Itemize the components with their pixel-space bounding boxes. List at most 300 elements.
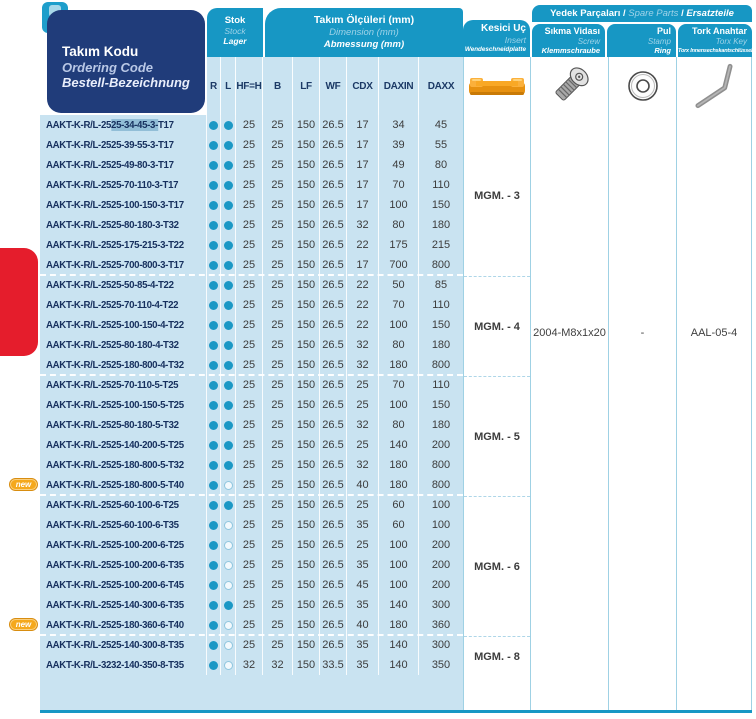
spare-parts-en: Spare Parts bbox=[628, 8, 679, 19]
stock-l-dot-empty bbox=[224, 521, 233, 530]
dimension-cell: 26.5 bbox=[320, 115, 347, 135]
dimension-cell: 180 bbox=[431, 219, 451, 231]
dimension-cell: 25 bbox=[236, 375, 263, 395]
dimension-cell: 25 bbox=[263, 355, 293, 375]
stock-l-dot-filled bbox=[224, 401, 233, 410]
product-code-cell bbox=[40, 415, 207, 435]
stock-r-cell bbox=[207, 395, 221, 415]
insert-code-section bbox=[464, 377, 530, 497]
stock-r-dot-filled bbox=[209, 421, 218, 430]
dimension-cell: 180 bbox=[379, 455, 419, 475]
dimension-cell: 25 bbox=[263, 635, 293, 655]
dimension-cell: 200 bbox=[431, 579, 451, 591]
dimension-cell: 40 bbox=[347, 475, 379, 495]
torx-column bbox=[676, 57, 752, 710]
dimension-cell: 26.5 bbox=[320, 475, 347, 495]
stock-r-dot-filled bbox=[209, 641, 218, 650]
screw-column bbox=[530, 57, 608, 710]
dimension-cell: 22 bbox=[347, 235, 379, 255]
stock-r-cell bbox=[207, 195, 221, 215]
dimension-cell: 150 bbox=[431, 399, 451, 411]
dimension-cell: 25 bbox=[236, 195, 263, 215]
stock-r-cell bbox=[207, 295, 221, 315]
dimension-cell: 25 bbox=[263, 315, 293, 335]
dimension-cell: 25 bbox=[347, 395, 379, 415]
dimension-cell: 180 bbox=[379, 615, 419, 635]
dimension-cell: 800 bbox=[431, 479, 451, 491]
dimension-cell: 150 bbox=[293, 195, 320, 215]
dimension-cell: 26.5 bbox=[320, 415, 347, 435]
dimension-cell: 25 bbox=[236, 115, 263, 135]
dimension-cell: 700 bbox=[379, 255, 419, 275]
product-code: AAKT-K-R/L-2525-60-100-6-T35 bbox=[46, 519, 179, 531]
stock-r-dot-filled bbox=[209, 441, 218, 450]
column-label-daxx: DAXX bbox=[427, 80, 455, 92]
dimension-cell: 150 bbox=[293, 555, 320, 575]
stock-l-cell bbox=[221, 195, 236, 215]
dimension-cell: 26.5 bbox=[320, 435, 347, 455]
stock-l-cell bbox=[221, 135, 236, 155]
stock-r-dot-filled bbox=[209, 661, 218, 670]
stock-l-dot-filled bbox=[224, 301, 233, 310]
stock-r-dot-filled bbox=[209, 361, 218, 370]
product-code-cell bbox=[40, 195, 207, 215]
dimension-cell: 360 bbox=[431, 619, 451, 631]
dimension-cell: 150 bbox=[293, 175, 320, 195]
dimension-cell: 22 bbox=[347, 315, 379, 335]
product-code: AAKT-K-R/L-2525-100-150-3-T17 bbox=[46, 199, 184, 211]
dimension-cell: 25 bbox=[236, 295, 263, 315]
stock-l-dot-empty bbox=[224, 541, 233, 550]
dimension-cell: 150 bbox=[293, 355, 320, 375]
stock-l-cell bbox=[221, 235, 236, 255]
dimension-cell: 32 bbox=[347, 335, 379, 355]
stock-r-cell bbox=[207, 315, 221, 335]
insert-header bbox=[463, 20, 530, 57]
dimension-cell: 150 bbox=[293, 155, 320, 175]
stock-r-cell bbox=[207, 535, 221, 555]
product-code: AAKT-K-R/L-2525-700-800-3-T17 bbox=[46, 259, 184, 271]
dimension-cell: 25 bbox=[236, 615, 263, 635]
table-row bbox=[40, 315, 463, 335]
dimension-cell: 140 bbox=[379, 595, 419, 615]
dimension-cell: 350 bbox=[431, 659, 451, 671]
dimension-cell: 32 bbox=[347, 355, 379, 375]
dimension-cell: 100 bbox=[379, 535, 419, 555]
stock-l-dot-filled bbox=[224, 381, 233, 390]
stock-l-dot-empty bbox=[224, 581, 233, 590]
screw-header bbox=[532, 24, 605, 57]
dimension-cell: 25 bbox=[236, 355, 263, 375]
stock-r-dot-filled bbox=[209, 561, 218, 570]
text-selection-highlight: 25-34-45-3- bbox=[111, 119, 158, 131]
dimension-cell: 200 bbox=[431, 439, 451, 451]
insert-code-section bbox=[464, 637, 530, 677]
stock-l-dot-filled bbox=[224, 601, 233, 610]
dimension-cell: 25 bbox=[236, 455, 263, 475]
dimension-cell: 80 bbox=[379, 335, 419, 355]
spare-parts-band bbox=[532, 5, 752, 22]
stock-l-dot-empty bbox=[224, 481, 233, 490]
dimension-cell: 25 bbox=[236, 415, 263, 435]
stock-l-cell bbox=[221, 615, 236, 635]
dimension-cell: 25 bbox=[347, 435, 379, 455]
dimension-cell: 100 bbox=[379, 395, 419, 415]
product-code: AAKT-K-R/L-2525-70-110-3-T17 bbox=[46, 179, 179, 191]
dimension-cell: 25 bbox=[263, 575, 293, 595]
product-code-cell bbox=[40, 275, 207, 295]
dimension-cell: 25 bbox=[347, 375, 379, 395]
dimension-cell: 200 bbox=[431, 539, 451, 551]
dimension-cell: 45 bbox=[347, 575, 379, 595]
dimension-cell: 150 bbox=[293, 375, 320, 395]
screw-header-tr: Sıkma Vidası bbox=[544, 26, 600, 36]
product-code: AAKT-K-R/L-3232-140-350-8-T35 bbox=[46, 659, 184, 671]
stock-r-dot-filled bbox=[209, 141, 218, 150]
separator: / bbox=[681, 8, 684, 19]
dimension-cell: 25 bbox=[263, 155, 293, 175]
dimension-cell: 180 bbox=[431, 419, 451, 431]
stock-r-cell bbox=[207, 555, 221, 575]
stock-l-cell bbox=[221, 275, 236, 295]
spare-parts-de: Ersatzteile bbox=[686, 8, 734, 19]
dimension-cell: 22 bbox=[347, 275, 379, 295]
table-row bbox=[40, 635, 463, 655]
dimension-cell: 25 bbox=[236, 475, 263, 495]
stock-r-dot-filled bbox=[209, 541, 218, 550]
stock-r-cell bbox=[207, 455, 221, 475]
stock-r-dot-filled bbox=[209, 241, 218, 250]
stock-r-cell bbox=[207, 275, 221, 295]
dimension-cell: 150 bbox=[293, 615, 320, 635]
stock-l-cell bbox=[221, 395, 236, 415]
dimension-cell: 180 bbox=[379, 475, 419, 495]
stock-l-dot-filled bbox=[224, 341, 233, 350]
table-row bbox=[40, 255, 463, 275]
screw-part-number: 2004-M8x1x20 bbox=[533, 327, 606, 339]
stock-r-dot-filled bbox=[209, 261, 218, 270]
dimension-cell: 45 bbox=[434, 119, 448, 131]
grooving-insert-icon bbox=[464, 57, 530, 115]
dimension-cell: 25 bbox=[347, 495, 379, 515]
clamping-screw-icon bbox=[531, 57, 608, 115]
dimension-cell: 25 bbox=[236, 535, 263, 555]
product-code: AAKT-K-R/L-2525-100-200-6-T45 bbox=[46, 579, 184, 591]
stock-l-dot-filled bbox=[224, 201, 233, 210]
dimension-cell: 26.5 bbox=[320, 495, 347, 515]
torx-part-number: AAL-05-4 bbox=[690, 327, 738, 339]
dimension-cell: 300 bbox=[431, 599, 451, 611]
stock-r-cell bbox=[207, 655, 221, 675]
dimension-cell: 25 bbox=[263, 215, 293, 235]
dimension-cell: 80 bbox=[379, 415, 419, 435]
dimension-cell: 17 bbox=[347, 175, 379, 195]
dimension-cell: 26.5 bbox=[320, 395, 347, 415]
dimension-cell: 150 bbox=[293, 655, 320, 675]
dimension-cell: 25 bbox=[236, 335, 263, 355]
dimension-cell: 50 bbox=[379, 275, 419, 295]
insert-code-section bbox=[464, 277, 530, 377]
stock-l-cell bbox=[221, 115, 236, 135]
insert-code-label: MGM. - 8 bbox=[474, 651, 520, 663]
dimension-cell: 25 bbox=[263, 515, 293, 535]
screw-header-en: Screw bbox=[577, 37, 600, 46]
dimension-cell: 26.5 bbox=[320, 235, 347, 255]
dimension-cell: 32 bbox=[236, 655, 263, 675]
table-row bbox=[40, 415, 463, 435]
torx-header-de: Torx Innensechskantschlüssel bbox=[678, 48, 753, 54]
dimension-cell: 150 bbox=[293, 495, 320, 515]
product-table bbox=[15, 115, 463, 710]
stock-r-dot-filled bbox=[209, 481, 218, 490]
dimension-cell: 150 bbox=[293, 455, 320, 475]
product-code: AAKT-K-R/L-2525-34-45-3-T17 bbox=[46, 119, 174, 131]
table-row bbox=[40, 175, 463, 195]
product-code: AAKT-K-R/L-2525-70-110-5-T25 bbox=[46, 379, 179, 391]
dimension-cell: 60 bbox=[379, 495, 419, 515]
table-row bbox=[40, 135, 463, 155]
stock-l-cell bbox=[221, 155, 236, 175]
ring-header-tr: Pul bbox=[656, 26, 671, 36]
dimension-cell: 26.5 bbox=[320, 195, 347, 215]
dimension-cell: 25 bbox=[263, 375, 293, 395]
stock-l-cell bbox=[221, 215, 236, 235]
dimension-cell: 25 bbox=[236, 255, 263, 275]
dimension-cell: 70 bbox=[379, 175, 419, 195]
table-row bbox=[40, 395, 463, 415]
stock-l-dot-filled bbox=[224, 261, 233, 270]
stock-header bbox=[207, 8, 263, 57]
dimension-cell: 140 bbox=[379, 655, 419, 675]
ring-header bbox=[607, 24, 676, 57]
dimension-cell: 150 bbox=[431, 319, 451, 331]
column-label-r: R bbox=[207, 57, 221, 115]
column-label-lf: LF bbox=[293, 57, 320, 115]
stock-l-cell bbox=[221, 375, 236, 395]
dimension-cell: 25 bbox=[263, 235, 293, 255]
dimension-cell: 100 bbox=[379, 575, 419, 595]
product-code-cell bbox=[40, 235, 207, 255]
stock-r-cell bbox=[207, 475, 221, 495]
dimension-cell: 175 bbox=[379, 235, 419, 255]
stock-l-dot-empty bbox=[224, 661, 233, 670]
stock-l-dot-filled bbox=[224, 281, 233, 290]
dimension-cell: 26.5 bbox=[320, 375, 347, 395]
dimension-cell: 35 bbox=[347, 655, 379, 675]
table-row bbox=[40, 535, 463, 555]
table-row bbox=[40, 435, 463, 455]
washer-icon bbox=[609, 57, 676, 115]
dimension-cell: 150 bbox=[293, 275, 320, 295]
stock-l-cell bbox=[221, 555, 236, 575]
dimension-cell: 34 bbox=[379, 115, 419, 135]
product-code-cell bbox=[40, 515, 207, 535]
stock-l-dot-filled bbox=[224, 461, 233, 470]
insert-code-section bbox=[464, 115, 530, 277]
table-bottom-border bbox=[40, 710, 752, 713]
dimension-cell: 26.5 bbox=[320, 335, 347, 355]
stock-r-dot-filled bbox=[209, 581, 218, 590]
stock-l-cell bbox=[221, 515, 236, 535]
dimension-cell: 32 bbox=[347, 215, 379, 235]
stock-r-dot-filled bbox=[209, 221, 218, 230]
column-label-hfh: HF=H bbox=[236, 57, 263, 115]
insert-code-label: MGM. - 6 bbox=[474, 560, 520, 573]
product-code-cell bbox=[40, 555, 207, 575]
dimension-cell: 140 bbox=[379, 435, 419, 455]
ring-part-number: - bbox=[640, 327, 645, 339]
product-code: AAKT-K-R/L-2525-180-360-6-T40 bbox=[46, 619, 184, 631]
stock-l-cell bbox=[221, 475, 236, 495]
stock-l-dot-filled bbox=[224, 501, 233, 510]
dimension-cell: 25 bbox=[236, 435, 263, 455]
stock-header-tr: Stok bbox=[224, 15, 246, 26]
dimension-cell: 26.5 bbox=[320, 575, 347, 595]
product-code-cell bbox=[40, 635, 207, 655]
product-code-cell bbox=[40, 395, 207, 415]
dimension-cell: 150 bbox=[293, 335, 320, 355]
product-code-cell bbox=[40, 295, 207, 315]
dimensions-header bbox=[265, 8, 463, 57]
stock-r-dot-filled bbox=[209, 521, 218, 530]
dimension-cell: 17 bbox=[347, 195, 379, 215]
dimension-cell: 25 bbox=[263, 135, 293, 155]
dimension-cell: 100 bbox=[379, 195, 419, 215]
dimension-cell: 300 bbox=[431, 639, 451, 651]
ordering-code-title-box bbox=[47, 10, 205, 113]
dimension-cell: 150 bbox=[293, 635, 320, 655]
stock-l-cell bbox=[221, 415, 236, 435]
product-code: AAKT-K-R/L-2525-100-200-6-T25 bbox=[46, 539, 184, 551]
ring-header-de: Ring bbox=[654, 46, 671, 55]
dimension-cell: 25 bbox=[236, 275, 263, 295]
stock-r-dot-filled bbox=[209, 501, 218, 510]
column-label-l: L bbox=[221, 57, 236, 115]
dimension-cell: 100 bbox=[379, 315, 419, 335]
product-code-cell bbox=[40, 655, 207, 675]
dimension-cell: 26.5 bbox=[320, 155, 347, 175]
dimension-cell: 60 bbox=[379, 515, 419, 535]
product-code: AAKT-K-R/L-2525-80-180-3-T32 bbox=[46, 219, 179, 231]
product-code: AAKT-K-R/L-2525-140-300-8-T35 bbox=[46, 639, 184, 651]
stock-l-cell bbox=[221, 295, 236, 315]
dimension-cell: 25 bbox=[263, 415, 293, 435]
stock-l-cell bbox=[221, 175, 236, 195]
dimension-cell: 25 bbox=[236, 155, 263, 175]
stock-r-cell bbox=[207, 635, 221, 655]
stock-r-cell bbox=[207, 515, 221, 535]
table-row bbox=[40, 235, 463, 255]
stock-r-cell bbox=[207, 415, 221, 435]
dimension-cell: 140 bbox=[379, 635, 419, 655]
dimension-cell: 25 bbox=[263, 335, 293, 355]
dimension-cell: 70 bbox=[379, 295, 419, 315]
dimension-cell: 80 bbox=[434, 159, 448, 171]
insert-header-tr: Kesici Uç bbox=[480, 23, 526, 34]
dimension-cell: 25 bbox=[236, 215, 263, 235]
stock-r-dot-filled bbox=[209, 401, 218, 410]
stock-l-dot-filled bbox=[224, 221, 233, 230]
product-code-cell bbox=[40, 335, 207, 355]
column-label-cdx: CDX bbox=[347, 57, 379, 115]
stock-r-cell bbox=[207, 215, 221, 235]
dimension-cell: 150 bbox=[293, 575, 320, 595]
dimension-cell: 25 bbox=[236, 575, 263, 595]
product-code-cell bbox=[40, 135, 207, 155]
stock-r-dot-filled bbox=[209, 621, 218, 630]
stock-l-cell bbox=[221, 535, 236, 555]
dimension-cell: 215 bbox=[431, 239, 451, 251]
dimension-cell: 26.5 bbox=[320, 555, 347, 575]
stock-r-cell bbox=[207, 435, 221, 455]
table-row bbox=[40, 295, 463, 315]
dimension-cell: 26.5 bbox=[320, 515, 347, 535]
ring-column bbox=[608, 57, 676, 710]
product-code-cell bbox=[40, 575, 207, 595]
stock-l-dot-filled bbox=[224, 361, 233, 370]
product-code-cell bbox=[40, 115, 207, 135]
product-code-cell bbox=[15, 475, 207, 495]
product-code-cell bbox=[40, 315, 207, 335]
product-code: AAKT-K-R/L-2525-80-180-5-T32 bbox=[46, 419, 179, 431]
dimension-cell: 25 bbox=[263, 455, 293, 475]
dimension-cell: 17 bbox=[347, 135, 379, 155]
stock-r-dot-filled bbox=[209, 381, 218, 390]
dimension-cell: 26.5 bbox=[320, 135, 347, 155]
table-row bbox=[40, 335, 463, 355]
table-row bbox=[40, 215, 463, 235]
dimension-cell: 25 bbox=[263, 435, 293, 455]
dimension-cell: 150 bbox=[431, 199, 451, 211]
product-code: AAKT-K-R/L-2525-70-110-4-T22 bbox=[46, 299, 179, 311]
stock-l-dot-filled bbox=[224, 181, 233, 190]
dimension-cell: 25 bbox=[263, 115, 293, 135]
dimension-cell: 25 bbox=[263, 475, 293, 495]
product-code-cell bbox=[40, 535, 207, 555]
product-code-cell bbox=[40, 495, 207, 515]
dimension-cell: 17 bbox=[347, 255, 379, 275]
table-row bbox=[40, 355, 463, 375]
stock-l-cell bbox=[221, 335, 236, 355]
table-row bbox=[40, 655, 463, 675]
dimension-cell: 26.5 bbox=[320, 615, 347, 635]
product-code-cell bbox=[40, 175, 207, 195]
dimension-cell: 110 bbox=[432, 379, 450, 391]
stock-header-de: Lager bbox=[223, 36, 247, 46]
dimension-cell: 25 bbox=[263, 275, 293, 295]
stock-l-dot-empty bbox=[224, 621, 233, 630]
dim-header-tr: Takım Ölçüleri (mm) bbox=[313, 14, 415, 26]
stock-l-dot-empty bbox=[224, 561, 233, 570]
table-row bbox=[40, 275, 463, 295]
insert-code-label: MGM. - 5 bbox=[474, 430, 520, 443]
dimension-cell: 25 bbox=[263, 295, 293, 315]
product-code: AAKT-K-R/L-2525-180-800-5-T40 bbox=[46, 479, 184, 491]
stock-l-dot-filled bbox=[224, 441, 233, 450]
table-row bbox=[40, 575, 463, 595]
insert-code-label: MGM. - 4 bbox=[474, 320, 520, 333]
dimension-cell: 25 bbox=[236, 595, 263, 615]
table-row bbox=[40, 455, 463, 475]
dimension-cell: 85 bbox=[434, 279, 448, 291]
product-code: AAKT-K-R/L-2525-80-180-4-T32 bbox=[46, 339, 179, 351]
dimension-cell: 150 bbox=[293, 395, 320, 415]
product-code: AAKT-K-R/L-2525-180-800-5-T32 bbox=[46, 459, 184, 471]
dimension-cell: 800 bbox=[431, 459, 451, 471]
dimension-cell: 25 bbox=[236, 135, 263, 155]
dimension-cell: 150 bbox=[293, 435, 320, 455]
dimension-cell: 35 bbox=[347, 635, 379, 655]
